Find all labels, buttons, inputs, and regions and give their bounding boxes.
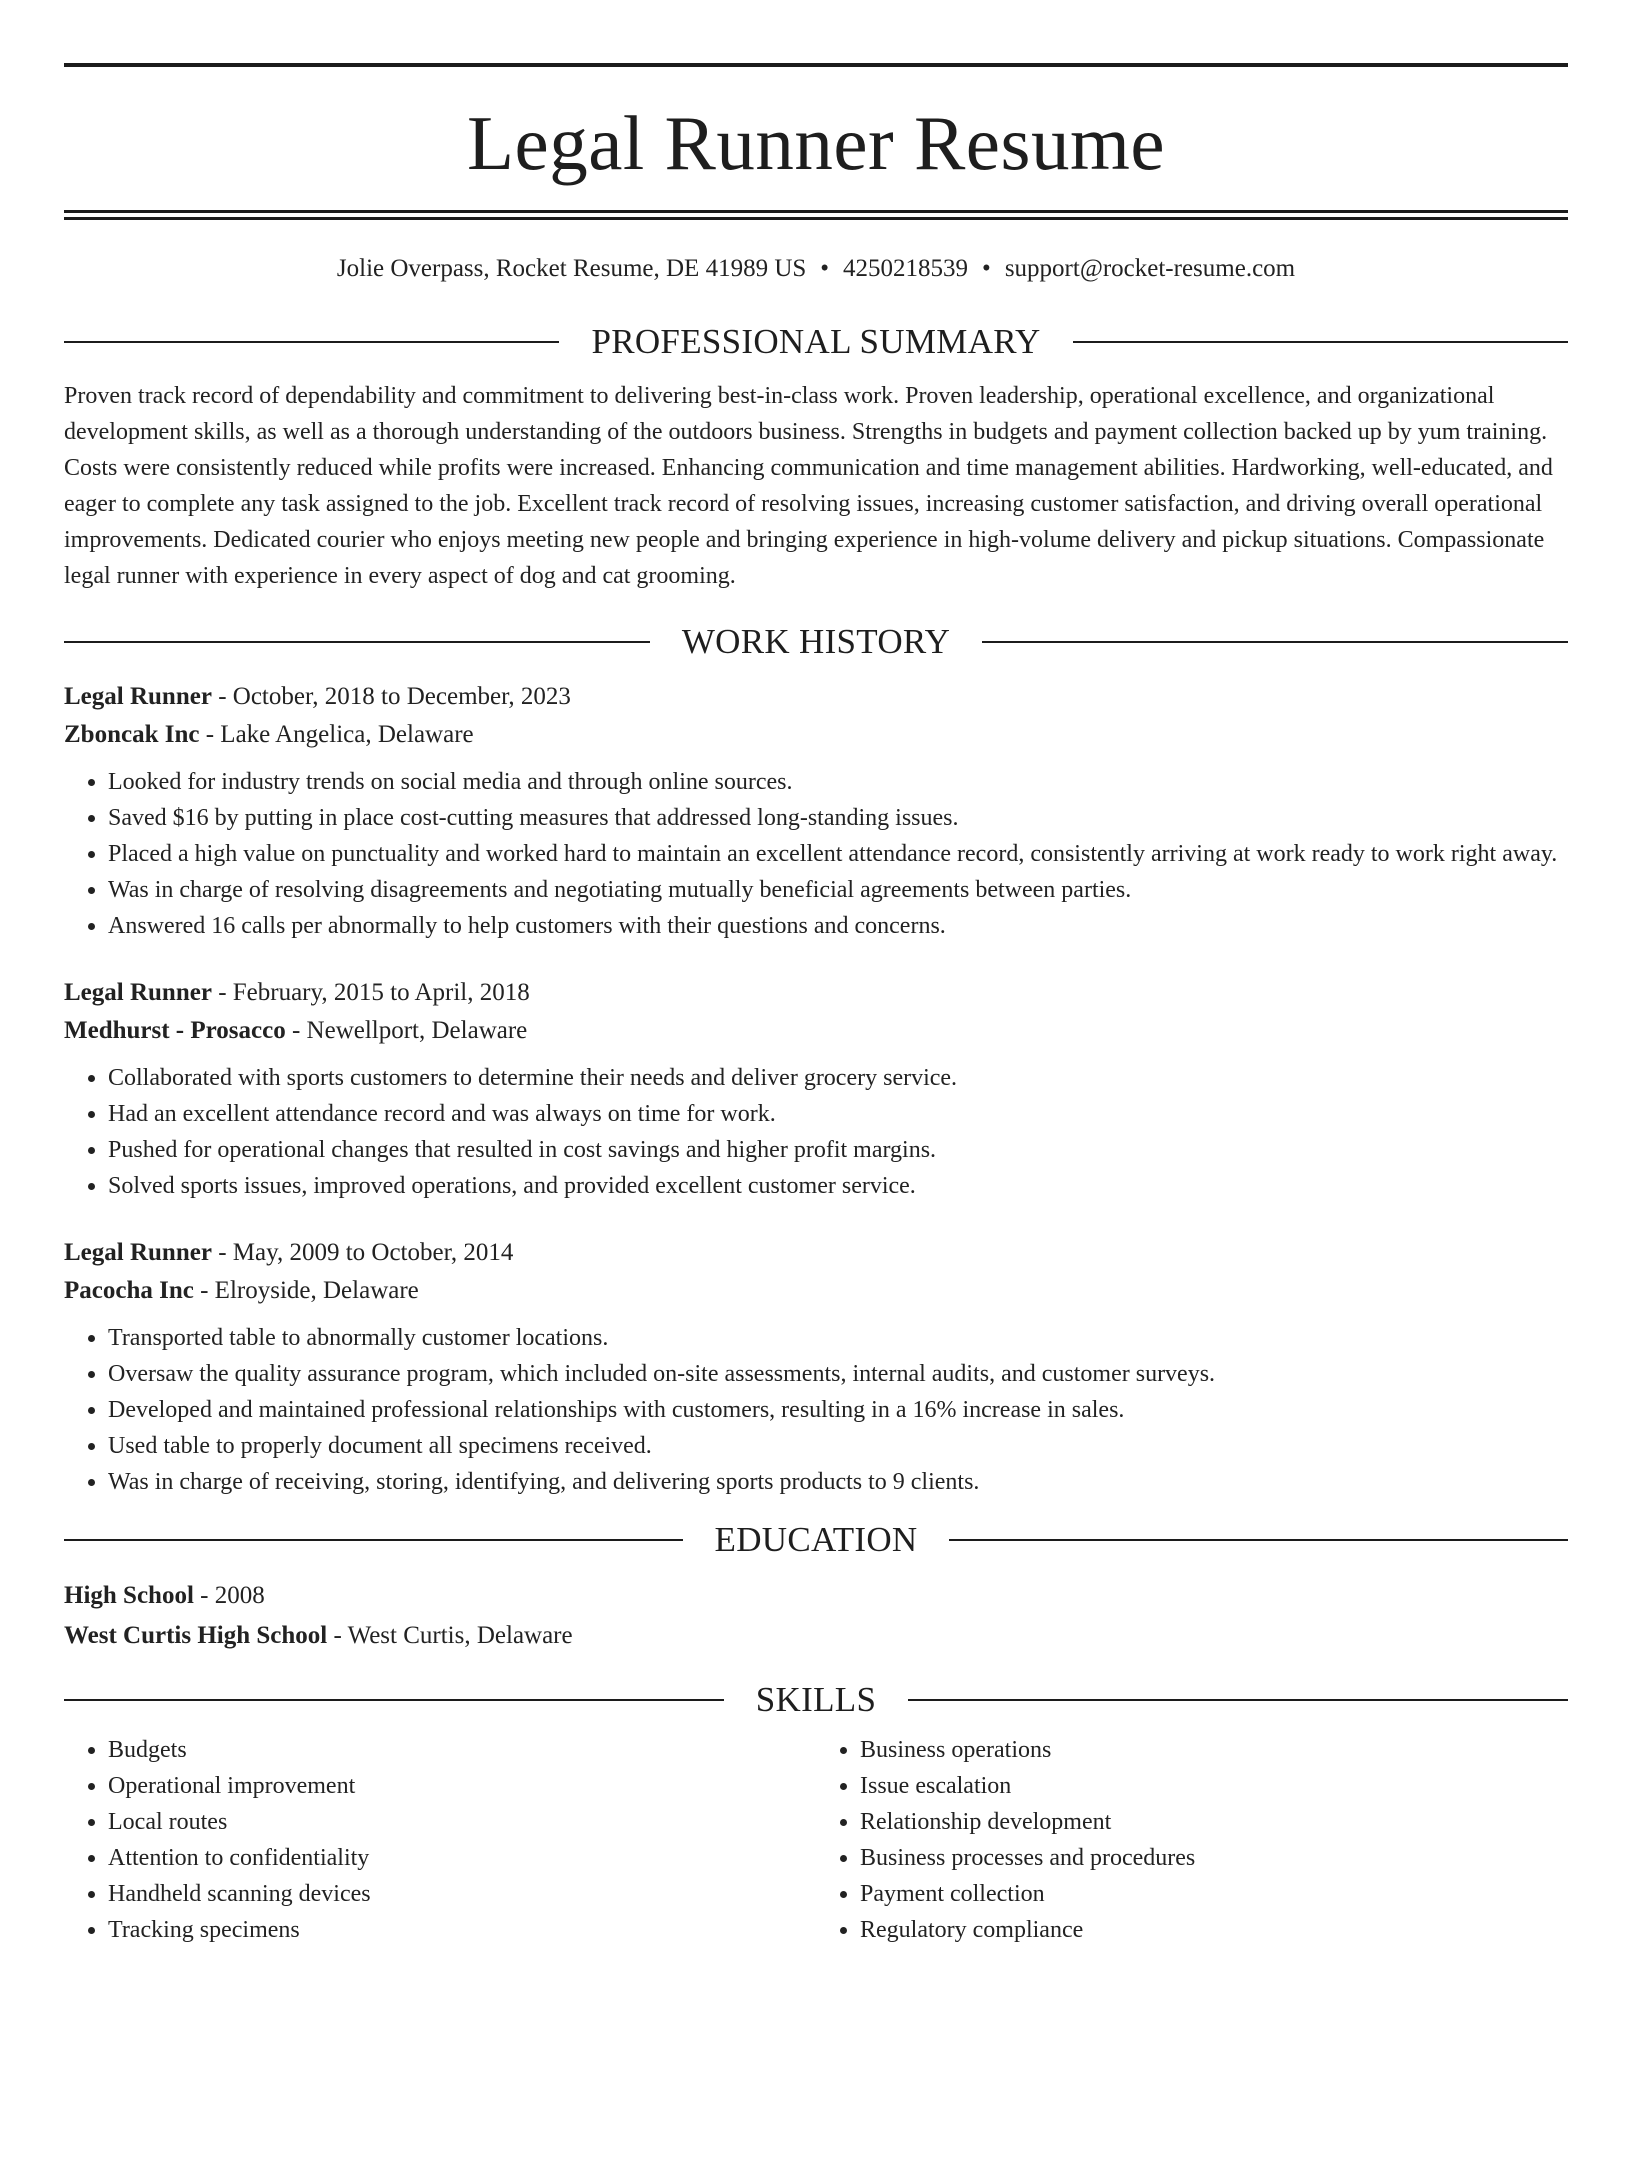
list-item: • Looked for industry trends on social media and through online sources. — [108, 764, 1568, 800]
job-company: Medhurst - Prosacco — [64, 1017, 286, 1044]
contact-line — [64, 254, 1568, 284]
job-company-line — [64, 1272, 1568, 1310]
list-item: • Answered 16 calls per abnormally to help customers with their questions and concerns. — [108, 908, 1568, 944]
list-item: • Issue escalation — [860, 1768, 1568, 1804]
job-title: Legal Runner — [64, 1239, 212, 1266]
contact-separator: • — [820, 255, 830, 282]
heading-rule — [64, 641, 650, 643]
heading-rule — [908, 1699, 1568, 1701]
heading-rule — [64, 1699, 724, 1701]
skills-right-column — [816, 1732, 1568, 1948]
contact-email: support@rocket-resume.com — [1004, 255, 1296, 282]
resume-page — [0, 63, 1632, 2175]
job-location: - Lake Angelica, Delaware — [199, 721, 474, 748]
list-item: • Regulatory compliance — [860, 1912, 1568, 1948]
heading-rule — [64, 341, 559, 343]
job-location: - Newellport, Delaware — [285, 1017, 528, 1044]
heading-rule — [949, 1539, 1568, 1541]
list-item: • Relationship development — [860, 1804, 1568, 1840]
list-item: • Budgets — [108, 1732, 816, 1768]
job-location: - Elroyside, Delaware — [193, 1277, 419, 1304]
summary-text: Proven track record of dependability and commitment to delivering best-in-class work. Proven leadership, operational excellence, and organizational development skills, as well as a thorough understanding of the outdoors business. Strengths in budgets and payment collection backed up by yum training. Costs were consistently reduced while profits were increased. Enhancing communication and time management abilities. Hardworking, well-educated, and eager to complete any task assigned to the job. Excellent track record of resolving issues, increasing customer satisfaction, and driving overall operational improvements. Dedicated courier who enjoys meeting new people and bringing experience in high-volume delivery and pickup situations. Compassionate legal runner with experience in every aspect of dog and cat grooming. — [64, 383, 1553, 589]
education-degree: High School — [64, 1582, 194, 1609]
education-school: West Curtis High School — [64, 1622, 328, 1649]
job-title-line — [64, 678, 1568, 716]
job-dates: - May, 2009 to October, 2014 — [211, 1239, 514, 1266]
work-heading: WORK HISTORY — [681, 622, 951, 661]
skills-left-column — [64, 1732, 816, 1948]
skills-section-heading — [64, 1680, 1568, 1720]
heading-rule — [1073, 341, 1568, 343]
job-title-line — [64, 1234, 1568, 1272]
contact-phone: 4250218539 — [843, 255, 969, 282]
summary-section-heading — [64, 322, 1568, 362]
job-company: Pacocha Inc — [64, 1277, 194, 1304]
job-bullets — [64, 1320, 1568, 1500]
summary-heading: PROFESSIONAL SUMMARY — [591, 322, 1041, 361]
list-item: • Placed a high value on punctuality and worked hard to maintain an excellent attendance record, consistently arriving at work ready to work right away. — [108, 836, 1568, 872]
list-item: • Payment collection — [860, 1876, 1568, 1912]
list-item: • Used table to properly document all specimens received. — [108, 1428, 1568, 1464]
list-item: • Saved $16 by putting in place cost-cutting measures that addressed long-standing issues. — [108, 800, 1568, 836]
list-item: • Tracking specimens — [108, 1912, 816, 1948]
job-dates: - February, 2015 to April, 2018 — [211, 979, 530, 1006]
list-item: • Business processes and procedures — [860, 1840, 1568, 1876]
contact-address: Jolie Overpass, Rocket Resume, DE 41989 US — [336, 255, 807, 282]
job-title-line — [64, 974, 1568, 1012]
list-item: • Local routes — [108, 1804, 816, 1840]
list-item: • Attention to confidentiality — [108, 1840, 816, 1876]
education-heading: EDUCATION — [714, 1520, 918, 1559]
top-rule — [64, 63, 1568, 67]
list-item: • Had an excellent attendance record and was always on time for work. — [108, 1096, 1568, 1132]
job-entry — [64, 678, 1568, 944]
list-item: • Was in charge of receiving, storing, identifying, and delivering sports products to 9 clients. — [108, 1464, 1568, 1500]
heading-rule — [982, 641, 1568, 643]
skills-columns — [64, 1732, 1568, 1948]
list-item: • Oversaw the quality assurance program, which included on-site assessments, internal audits, and customer surveys. — [108, 1356, 1568, 1392]
education-location: - West Curtis, Delaware — [327, 1622, 573, 1649]
education-school-line — [64, 1616, 1568, 1656]
job-entry — [64, 974, 1568, 1204]
list-item: • Developed and maintained professional relationships with customers, resulting in a 16% increase in sales. — [108, 1392, 1568, 1428]
list-item: • Was in charge of resolving disagreements and negotiating mutually beneficial agreements between parties. — [108, 872, 1568, 908]
job-company-line — [64, 716, 1568, 754]
list-item: • Solved sports issues, improved operations, and provided excellent customer service. — [108, 1168, 1568, 1204]
title-double-rule — [64, 210, 1568, 220]
list-item: • Pushed for operational changes that resulted in cost savings and higher profit margins. — [108, 1132, 1568, 1168]
work-section-heading — [64, 622, 1568, 662]
job-entry — [64, 1234, 1568, 1500]
skills-heading: SKILLS — [755, 1680, 877, 1719]
list-item: • Business operations — [860, 1732, 1568, 1768]
resume-title: Legal Runner Resume — [466, 100, 1166, 186]
job-title: Legal Runner — [64, 683, 212, 710]
job-dates: - October, 2018 to December, 2023 — [211, 683, 571, 710]
list-item: • Transported table to abnormally customer locations. — [108, 1320, 1568, 1356]
heading-rule — [64, 1539, 683, 1541]
list-item: • Operational improvement — [108, 1768, 816, 1804]
education-degree-line — [64, 1576, 1568, 1616]
list-item: • Collaborated with sports customers to determine their needs and deliver grocery service. — [108, 1060, 1568, 1096]
job-company: Zboncak Inc — [64, 721, 200, 748]
job-bullets — [64, 1060, 1568, 1204]
education-year: - 2008 — [193, 1582, 265, 1609]
job-bullets — [64, 764, 1568, 944]
list-item: • Handheld scanning devices — [108, 1876, 816, 1912]
education-section-heading — [64, 1520, 1568, 1560]
job-title: Legal Runner — [64, 979, 212, 1006]
job-company-line — [64, 1012, 1568, 1050]
contact-separator: • — [982, 255, 991, 282]
